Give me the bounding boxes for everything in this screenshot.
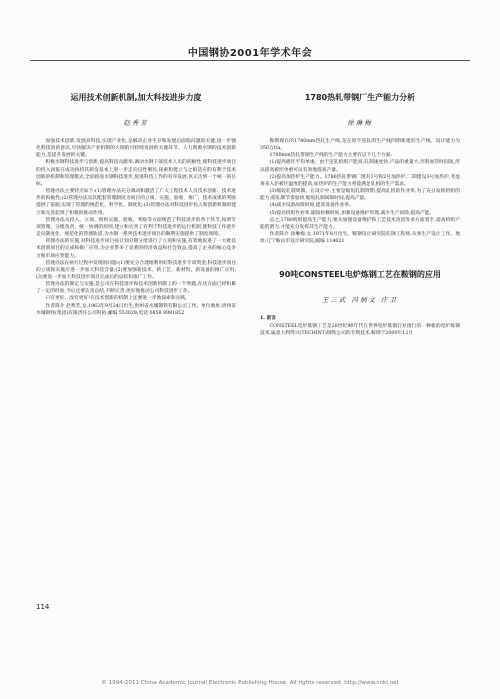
right-paragraph: (5)提高机组作业率,缩短检修时间,加强设备维护管理,减少生产故障,提高产能。 <box>269 210 435 216</box>
right-paragraph: (3)缩短轧制周期。在设计中,主要是缩短轧制周期,提高轧机的作业率,为了充分发挥机组的能力,使轧制节奏加快,缩短轧制间隙时间,提高产量。 <box>260 189 460 202</box>
left-article-title: 运用技术创新机制,加大科技进步力度 <box>70 93 202 102</box>
right-author-info: 作者简介 徐琳梅,女,1971年8月出生。鞍钢设计研究院轧钢工程师,从事生产设计工作。地址:辽宁鞍山市设计研究院,邮编 114021 <box>260 232 460 245</box>
left-paragraph: 管理办法从投入、立项、组织实施、验收、奖励等方面规范了科技进步的各个环节,按照专项管理、分级负责、统一协调的原则,建立和完善了有利于科技进步的运行机制,使科技工作逐步走向制度化、规范化的管理轨道,为水钢一系列技术进步项目的顺利实施提供了制度保障。 <box>36 217 236 238</box>
left-author-info: 作者简介 赵秀芳,女,1962年9月24日出生,贵州省水城钢铁有限公司工作。单位地址:贵州省水城钢铁(集团)有限责任公司科协,邮编 553028;电话 0858 8981852 <box>36 303 236 316</box>
right-paragraph: (1)提高板坯平均单重。由于连轧机组产能高,轧制速度快,产品的重量大,坯料加热时间短,所以提高板坯单重可以有效地提高产量。 <box>260 160 460 173</box>
left-paragraph: 管理办法主要特点如下:(1)管理办法充分调动和激活了广大工程技术人员技术创新、技术进步的积极性;(2)管理办法及其配套管理制度为项目的立项、实施、验收、推广、技术成果的奖励提供了依据,实现了管理的规范化、科学化、制度化;(3)管理办法对科技进步投入和创新机制的建立和完善起到了积极的推动作用。 <box>36 189 236 216</box>
right-paragraph: 总之,1780机组提高生产能力,要从加强设备维护和工艺技术改进等多方面着手,提高机组产能的潜力,才能充分发挥其生产能力。 <box>260 217 460 230</box>
section-heading: 1. 前言 <box>260 316 277 322</box>
right-paragraph: (4)减少设备故障时间,提高设备作业率。 <box>269 203 354 209</box>
left-article-author: 赵秀芳 <box>123 119 149 127</box>
header-rule <box>30 60 470 61</box>
second-article-title: 90吨CONSTEEL电炉炼钢工艺在鞍钢的应用 <box>279 270 441 280</box>
left-paragraph: 管理办法在执行过程中发现的问题:(1)要充分合理地利用好科技进步专项资金,科技进步项目的立项和实施应进一步加大科技含量;(2)要加强新技术、新工艺、新材料、新设备的推广应用;(3)要进一步加大科技进步项目完成后的总结和推广工作。 <box>36 260 236 280</box>
left-paragraph: 管理办法的实施,对科技进步项目按计划分期分批进行了立项和实施,有效地促进了一大批技术创新项目的完成和推广应用,为企业带来了显著的经济效益和社会效益,提高了企业的核心竞争力和市场应变能力。 <box>36 239 236 259</box>
right-article-title: 1780热轧带钢厂生产能力分析 <box>304 93 416 102</box>
left-column <box>36 92 236 317</box>
second-article-authors: 王三武 冯炳文 庄卫 <box>321 296 399 305</box>
left-paragraph: 只有更好、改有更好!在技术创新的机制上还要进一步地探索和实践。 <box>45 296 190 302</box>
journal-header: 中国钢协2001年学术年会 <box>187 48 313 59</box>
left-paragraph: 积极水钢科技进步与创新,提高科技贡献率,调动水钢干部技术人员的积极性,使科技进步项目的投入回报在成功扶持其研发基本上进一步走向良性循环,探索和建立与之相适应的有利于技术创新的机制和管理模式,全面推进水钢科技进步,促进科技工作的有序发展,真正达到一个统一的目标。 <box>36 160 236 187</box>
left-paragraph: 加强技术创新,发展高科技,实现产业化,是解决企业生存和发展后面临问题的关键,进一步强化科技创新意识,尽快解决产业机制的大钢的可持续发展的关键环节。人力资源水钢的技术创新能力,是提升发展的关键。 <box>36 139 236 159</box>
page-number: 114 <box>36 603 50 611</box>
article-separator <box>260 245 460 269</box>
right-paragraph: 鞍钢现在的1780mm热轧生产线,是在原半连轧的生产线四期新建的生产线。设计能力为350万t/a。 <box>260 139 460 152</box>
second-article-paragraph: CONSTEEL电炉炼钢工艺是20世纪90年代在世界电炉炼钢行业推行的一种新的电炉炼钢技术,属意大利得兴(TECHINT)钢铁公司的专利技术,鞍钢于2000年12月 <box>260 323 460 336</box>
right-paragraph: 1780mm热轧带钢生产线的生产能力主要有以下几个方面: <box>269 153 392 159</box>
copyright-footer: © 1994-2011 China Academic Journal Electronic Publishing House. All rights reserved. http://www.cnki.net <box>101 680 399 686</box>
right-column <box>260 92 460 337</box>
right-paragraph: (2)提高加热炉生产能力。1780热轧带钢厂现有1号和2号加热炉,二期建设3号加热炉,考虑将来入炉板坯温度的提高,加热炉的生产能力将能满足轧机的生产需求。 <box>260 174 460 187</box>
right-article-author: 徐琳梅 <box>347 119 373 127</box>
left-paragraph: 管理办法的制定与实施,是公司在科技进步和技术创新机制上的一个突破,在这方面已经积累了一定的经验,今后还要认真总结,不断完善,更好地推动公司科技进步工作。 <box>36 282 236 295</box>
